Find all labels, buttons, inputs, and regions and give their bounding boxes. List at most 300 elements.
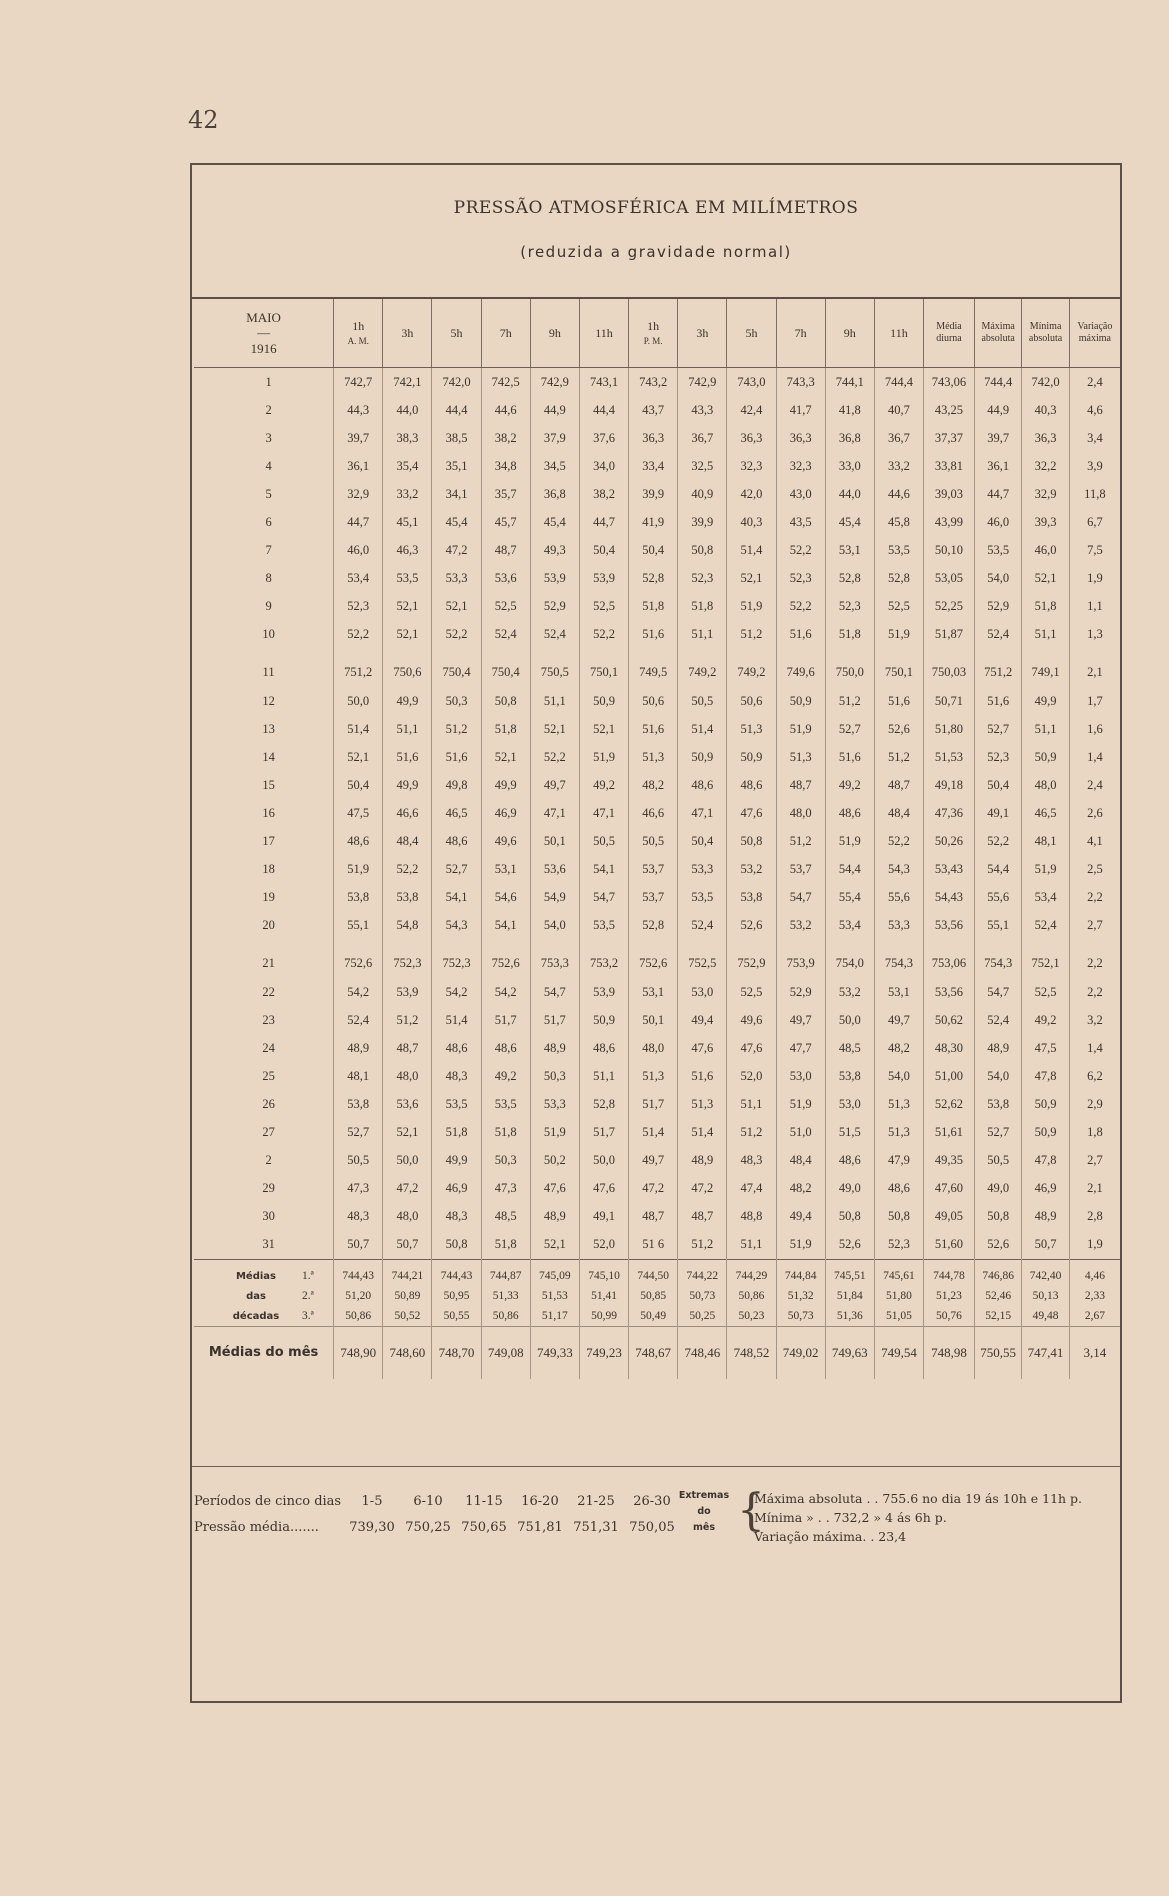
decade-mean-value: 745,10 — [579, 1259, 628, 1286]
table-row — [194, 508, 1120, 536]
value-cell: 41,9 — [629, 508, 678, 536]
value-cell: 743,0 — [727, 368, 776, 397]
gap-cell — [481, 940, 530, 950]
value-cell: 48,7 — [874, 771, 923, 799]
value-cell: 52,7 — [974, 1118, 1021, 1146]
decade-mean-value: 50,95 — [432, 1286, 481, 1306]
value-cell: 3,2 — [1087, 1012, 1103, 1027]
value-cell: 50,3 — [530, 1062, 579, 1090]
value-cell: 50,8 — [727, 828, 776, 856]
decade-mean-value: 51,53 — [530, 1286, 579, 1306]
value-cell: 51,00 — [924, 1062, 975, 1090]
year-label: 1916 — [250, 340, 277, 356]
value-cell: 51,6 — [974, 687, 1021, 715]
month-dash: — — [257, 325, 271, 341]
decade-mean-value: 50,13 — [1022, 1286, 1069, 1306]
decade-mean-value: 4,46 — [1069, 1259, 1120, 1286]
month-mean-value: 749,54 — [874, 1326, 923, 1379]
value-cell: 752,6 — [334, 950, 383, 978]
decade-mean-value: 50,73 — [776, 1306, 825, 1327]
variacao-maxima-header: Variação máxima — [1069, 299, 1120, 368]
value-cell: 47,2 — [629, 1175, 678, 1203]
value-cell: 50,7 — [383, 1231, 432, 1260]
value-cell: 750,03 — [924, 659, 975, 687]
value-cell: 53,4 — [1022, 884, 1069, 912]
pressure-value: 750,05 — [629, 1520, 675, 1535]
table-title: PRESSÃO ATMOSFÉRICA EM MILÍMETROS — [453, 198, 859, 218]
value-cell: 51,4 — [678, 1118, 727, 1146]
value-cell: 50,3 — [481, 1147, 530, 1175]
value-cell: 40,3 — [1022, 396, 1069, 424]
table-row — [194, 1118, 1120, 1146]
value-cell: 52,6 — [825, 1231, 874, 1260]
value-cell: 52,3 — [334, 593, 383, 621]
value-cell: 3,4 — [1087, 430, 1103, 445]
month-mean-row — [194, 1326, 1120, 1379]
value-cell: 48,0 — [1022, 771, 1069, 799]
value-cell: 53,8 — [825, 1062, 874, 1090]
value-cell: 752,5 — [678, 950, 727, 978]
decade-mean-value: 50,89 — [383, 1286, 432, 1306]
value-cell: 52,7 — [432, 856, 481, 884]
decade-mean-value: 744,29 — [727, 1259, 776, 1286]
value-cell: 53,8 — [383, 884, 432, 912]
table-row — [194, 1175, 1120, 1203]
day-cell: 1 — [194, 368, 334, 397]
value-cell: 48,6 — [825, 799, 874, 827]
value-cell: 49,6 — [481, 828, 530, 856]
hour-header — [432, 299, 481, 368]
decade-mean-value: 52,15 — [974, 1306, 1021, 1327]
value-cell: 36,7 — [678, 424, 727, 452]
value-cell: 36,3 — [1022, 424, 1069, 452]
value-cell: 50,5 — [678, 687, 727, 715]
value-cell: 46,5 — [432, 799, 481, 827]
value-cell: 48,2 — [874, 1034, 923, 1062]
value-cell: 51,3 — [629, 1062, 678, 1090]
value-cell: 749,6 — [776, 659, 825, 687]
value-cell: 52,0 — [579, 1231, 628, 1260]
value-cell: 44,9 — [530, 396, 579, 424]
value-cell: 39,03 — [924, 480, 975, 508]
month-mean-value: 749,08 — [481, 1326, 530, 1379]
day-cell: 11 — [194, 659, 334, 687]
value-cell: 50,8 — [874, 1203, 923, 1231]
value-cell: 753,3 — [530, 950, 579, 978]
value-cell: 4,1 — [1087, 834, 1103, 849]
value-cell: 36,7 — [874, 424, 923, 452]
value-cell: 752,6 — [629, 950, 678, 978]
decade-mean-value: 50,23 — [727, 1306, 776, 1327]
decade-mean-value: 744,21 — [383, 1259, 432, 1286]
value-cell: 54,9 — [530, 884, 579, 912]
month-mean-value: 748,52 — [727, 1326, 776, 1379]
value-cell: 51,4 — [727, 537, 776, 565]
value-cell: 52,5 — [481, 593, 530, 621]
value-cell: 50,1 — [530, 828, 579, 856]
gap-cell — [874, 649, 923, 659]
value-cell: 47,1 — [678, 799, 727, 827]
value-cell: 52,2 — [334, 621, 383, 649]
month-mean-value: 749,63 — [825, 1326, 874, 1379]
value-cell: 52,4 — [1022, 912, 1069, 940]
value-cell: 48,30 — [924, 1034, 975, 1062]
value-cell: 50,1 — [629, 1006, 678, 1034]
value-cell: 52,5 — [874, 593, 923, 621]
value-cell: 742,5 — [481, 368, 530, 397]
value-cell: 51 6 — [629, 1231, 678, 1260]
value-cell: 744,1 — [825, 368, 874, 397]
day-cell: 31 — [194, 1231, 334, 1260]
value-cell: 51,3 — [727, 715, 776, 743]
extreme-line: Mínima » . . 732,2 » 4 ás 6h p. — [754, 1510, 947, 1525]
value-cell: 47,6 — [727, 1034, 776, 1062]
day-cell: 15 — [194, 771, 334, 799]
value-cell: 50,8 — [974, 1203, 1021, 1231]
hour-label: 3h — [401, 325, 414, 340]
gap-cell — [825, 649, 874, 659]
pressure-value: 751,31 — [573, 1520, 619, 1535]
value-cell: 52,5 — [727, 978, 776, 1006]
day-cell: 27 — [194, 1118, 334, 1146]
value-cell: 44,0 — [383, 396, 432, 424]
value-cell: 1,6 — [1087, 721, 1103, 736]
value-cell: 43,99 — [924, 508, 975, 536]
value-cell: 33,2 — [874, 452, 923, 480]
value-cell: 48,6 — [432, 828, 481, 856]
value-cell: 39,7 — [334, 424, 383, 452]
value-cell: 2,2 — [1087, 984, 1103, 999]
table-row — [194, 1231, 1120, 1260]
gap-cell — [1022, 649, 1069, 659]
decade-mean-value: 744,43 — [432, 1259, 481, 1286]
gap-cell — [530, 940, 579, 950]
value-cell: 53,0 — [678, 978, 727, 1006]
am-label: A. M. — [347, 336, 369, 346]
hour-header — [629, 299, 678, 368]
value-cell: 53,5 — [974, 537, 1021, 565]
value-cell: 53,56 — [924, 978, 975, 1006]
maxima-absoluta-header: Máxima absoluta — [974, 299, 1021, 368]
value-cell: 53,8 — [974, 1090, 1021, 1118]
month-mean-value: 748,98 — [924, 1326, 975, 1379]
value-cell: 46,0 — [974, 508, 1021, 536]
value-cell: 51,8 — [481, 1118, 530, 1146]
value-cell: 50,9 — [1022, 1090, 1069, 1118]
value-cell: 48,3 — [727, 1147, 776, 1175]
decade-mean-word: das — [246, 1290, 266, 1302]
value-cell: 50,6 — [629, 687, 678, 715]
value-cell: 52,2 — [776, 593, 825, 621]
month-label: MAIO — [246, 309, 281, 325]
table-row — [194, 593, 1120, 621]
value-cell: 54,2 — [432, 978, 481, 1006]
value-cell: 54,43 — [924, 884, 975, 912]
value-cell: 51,3 — [678, 1090, 727, 1118]
decade-mean-value: 742,40 — [1022, 1259, 1069, 1286]
month-mean-value: 748,67 — [629, 1326, 678, 1379]
value-cell: 48,8 — [727, 1203, 776, 1231]
value-cell: 33,4 — [629, 452, 678, 480]
value-cell: 749,2 — [727, 659, 776, 687]
value-cell: 52,3 — [874, 1231, 923, 1260]
decade-mean-value: 50,49 — [629, 1306, 678, 1327]
value-cell: 54,1 — [432, 884, 481, 912]
value-cell: 1,9 — [1087, 1237, 1103, 1252]
value-cell: 53,8 — [727, 884, 776, 912]
value-cell: 50,5 — [629, 828, 678, 856]
value-cell: 754,3 — [874, 950, 923, 978]
value-cell: 4,6 — [1087, 402, 1103, 417]
value-cell: 52,7 — [334, 1118, 383, 1146]
value-cell: 34,5 — [530, 452, 579, 480]
periods-label: Períodos de cinco dias — [194, 1494, 342, 1509]
value-cell: 51,2 — [727, 1118, 776, 1146]
value-cell: 53,8 — [334, 884, 383, 912]
value-cell: 55,1 — [974, 912, 1021, 940]
gap-cell — [629, 940, 678, 950]
decade-mean-value: 50,86 — [727, 1286, 776, 1306]
value-cell: 52,2 — [776, 537, 825, 565]
value-cell: 50,0 — [334, 687, 383, 715]
decade-mean-value: 51,80 — [874, 1286, 923, 1306]
value-cell: 47,6 — [530, 1175, 579, 1203]
value-cell: 1,8 — [1087, 1124, 1103, 1139]
value-cell: 54,3 — [432, 912, 481, 940]
value-cell: 51,9 — [776, 1090, 825, 1118]
decade-mean-value: 51,84 — [825, 1286, 874, 1306]
value-cell: 47,60 — [924, 1175, 975, 1203]
decade-mean-value: 744,78 — [924, 1259, 975, 1286]
period-value: 6-10 — [413, 1494, 443, 1509]
value-cell: 50,9 — [727, 743, 776, 771]
table-row — [194, 978, 1120, 1006]
value-cell: 49,7 — [776, 1006, 825, 1034]
table-row — [194, 1006, 1120, 1034]
gap-cell — [1069, 940, 1120, 950]
gap-cell — [974, 649, 1021, 659]
value-cell: 51,9 — [334, 856, 383, 884]
value-cell: 51,8 — [432, 1118, 481, 1146]
table-frame — [190, 163, 1125, 1896]
value-cell: 51,1 — [1022, 621, 1069, 649]
decade-mean-value: 50,55 — [432, 1306, 481, 1327]
value-cell: 48,3 — [432, 1203, 481, 1231]
value-cell: 50,0 — [383, 1147, 432, 1175]
day-cell: 23 — [194, 1006, 334, 1034]
value-cell: 44,0 — [825, 480, 874, 508]
value-cell: 48,6 — [432, 1034, 481, 1062]
decade-mean-value: 51,36 — [825, 1306, 874, 1327]
hour-header — [579, 299, 628, 368]
value-cell: 51,87 — [924, 621, 975, 649]
decade-mean-row — [194, 1259, 1120, 1286]
value-cell: 47,2 — [678, 1175, 727, 1203]
value-cell: 1,4 — [1087, 749, 1103, 764]
value-cell: 752,6 — [481, 950, 530, 978]
value-cell: 6,2 — [1087, 1068, 1103, 1083]
value-cell: 53,43 — [924, 856, 975, 884]
decade-mean-value: 744,50 — [629, 1259, 678, 1286]
value-cell: 48,4 — [776, 1147, 825, 1175]
gap-cell — [825, 940, 874, 950]
value-cell: 750,1 — [579, 659, 628, 687]
gap-cell — [924, 649, 975, 659]
value-cell: 52,1 — [481, 743, 530, 771]
day-cell: 8 — [194, 565, 334, 593]
value-cell: 51,2 — [678, 1231, 727, 1260]
value-cell: 36,3 — [629, 424, 678, 452]
value-cell: 52,3 — [776, 565, 825, 593]
value-cell: 742,9 — [678, 368, 727, 397]
footer-divider — [192, 1466, 1120, 1467]
value-cell: 33,81 — [924, 452, 975, 480]
table-row — [194, 828, 1120, 856]
value-cell: 52,4 — [974, 621, 1021, 649]
gap-cell — [334, 940, 383, 950]
value-cell: 45,8 — [874, 508, 923, 536]
value-cell: 50,8 — [825, 1203, 874, 1231]
value-cell: 51,1 — [530, 687, 579, 715]
value-cell: 2,1 — [1087, 665, 1103, 680]
day-cell: 3 — [194, 424, 334, 452]
value-cell: 49,1 — [974, 799, 1021, 827]
value-cell: 52,1 — [579, 715, 628, 743]
value-cell: 52,8 — [825, 565, 874, 593]
value-cell: 52,9 — [530, 593, 579, 621]
value-cell: 51,9 — [1022, 856, 1069, 884]
value-cell: 53,3 — [530, 1090, 579, 1118]
value-cell: 48,6 — [678, 771, 727, 799]
value-cell: 53,6 — [481, 565, 530, 593]
day-cell: 19 — [194, 884, 334, 912]
decade-mean-value: 50,86 — [334, 1306, 383, 1327]
value-cell: 48,7 — [776, 771, 825, 799]
value-cell: 51,0 — [776, 1118, 825, 1146]
brace-glyph: { — [737, 1485, 765, 1536]
value-cell: 48,4 — [874, 799, 923, 827]
hour-label: 1h — [352, 318, 365, 333]
value-cell: 49,2 — [579, 771, 628, 799]
value-cell: 743,3 — [776, 368, 825, 397]
value-cell: 50,4 — [678, 828, 727, 856]
value-cell: 53,0 — [776, 1062, 825, 1090]
value-cell: 50,6 — [727, 687, 776, 715]
value-cell: 41,7 — [776, 396, 825, 424]
value-cell: 51,4 — [629, 1118, 678, 1146]
value-cell: 35,4 — [383, 452, 432, 480]
value-cell: 50,5 — [579, 828, 628, 856]
day-cell: 22 — [194, 978, 334, 1006]
value-cell: 51,8 — [678, 593, 727, 621]
hour-header — [678, 299, 727, 368]
decade-ordinal: 2.ª — [302, 1289, 314, 1302]
extreme-line: Máxima absoluta . . 755.6 no dia 19 ás 10h e 11h p. — [754, 1491, 1083, 1506]
decade-mean-value: 51,23 — [924, 1286, 975, 1306]
value-cell: 39,7 — [974, 424, 1021, 452]
value-cell: 50,9 — [776, 687, 825, 715]
value-cell: 49,4 — [776, 1203, 825, 1231]
value-cell: 48,0 — [383, 1203, 432, 1231]
decade-mean-value: 51,41 — [579, 1286, 628, 1306]
day-cell: 7 — [194, 537, 334, 565]
value-cell: 51,6 — [383, 743, 432, 771]
table-row — [194, 687, 1120, 715]
value-cell: 51,2 — [383, 1006, 432, 1034]
value-cell: 34,1 — [432, 480, 481, 508]
value-cell: 47,9 — [874, 1147, 923, 1175]
value-cell: 52,5 — [579, 593, 628, 621]
value-cell: 51,2 — [432, 715, 481, 743]
value-cell: 752,3 — [432, 950, 481, 978]
value-cell: 46,6 — [629, 799, 678, 827]
month-mean-value: 749,02 — [776, 1326, 825, 1379]
value-cell: 32,9 — [1022, 480, 1069, 508]
value-cell: 51,7 — [579, 1118, 628, 1146]
value-cell: 46,9 — [1022, 1175, 1069, 1203]
value-cell: 53,5 — [678, 884, 727, 912]
value-cell: 52,4 — [974, 1006, 1021, 1034]
hour-header — [727, 299, 776, 368]
decade-mean-value: 50,99 — [579, 1306, 628, 1327]
value-cell: 744,4 — [974, 368, 1021, 397]
pressure-table — [194, 299, 1120, 1379]
value-cell: 54,0 — [874, 1062, 923, 1090]
value-cell: 50,4 — [334, 771, 383, 799]
decade-mean-label — [194, 1286, 334, 1306]
value-cell: 43,7 — [629, 396, 678, 424]
value-cell: 48,7 — [629, 1203, 678, 1231]
value-cell: 754,0 — [825, 950, 874, 978]
day-cell: 5 — [194, 480, 334, 508]
value-cell: 48,7 — [678, 1203, 727, 1231]
value-cell: 35,1 — [432, 452, 481, 480]
table-row — [194, 537, 1120, 565]
value-cell: 52,2 — [432, 621, 481, 649]
day-cell: 12 — [194, 687, 334, 715]
table-row — [194, 1062, 1120, 1090]
value-cell: 51,8 — [825, 621, 874, 649]
decade-mean-value: 744,43 — [334, 1259, 383, 1286]
value-cell: 48,9 — [974, 1034, 1021, 1062]
value-cell: 48,0 — [776, 799, 825, 827]
value-cell: 40,7 — [874, 396, 923, 424]
month-mean-value: 3,14 — [1069, 1326, 1120, 1379]
value-cell: 51,6 — [678, 1062, 727, 1090]
value-cell: 42,4 — [727, 396, 776, 424]
day-cell: 18 — [194, 856, 334, 884]
extremes-label-line: Extremas — [678, 1490, 730, 1501]
table-row — [194, 715, 1120, 743]
value-cell: 51,8 — [481, 1231, 530, 1260]
value-cell: 750,5 — [530, 659, 579, 687]
value-cell: 46,9 — [432, 1175, 481, 1203]
value-cell: 54,7 — [530, 978, 579, 1006]
value-cell: 43,25 — [924, 396, 975, 424]
value-cell: 34,8 — [481, 452, 530, 480]
day-cell: 6 — [194, 508, 334, 536]
value-cell: 52,4 — [678, 912, 727, 940]
value-cell: 53,7 — [629, 856, 678, 884]
value-cell: 50,9 — [579, 687, 628, 715]
value-cell: 52,6 — [974, 1231, 1021, 1260]
page-number: 42 — [188, 106, 219, 134]
value-cell: 53,5 — [579, 912, 628, 940]
table-row — [194, 452, 1120, 480]
decade-mean-value: 744,22 — [678, 1259, 727, 1286]
decade-mean-value: 744,87 — [481, 1259, 530, 1286]
gap-cell — [383, 649, 432, 659]
